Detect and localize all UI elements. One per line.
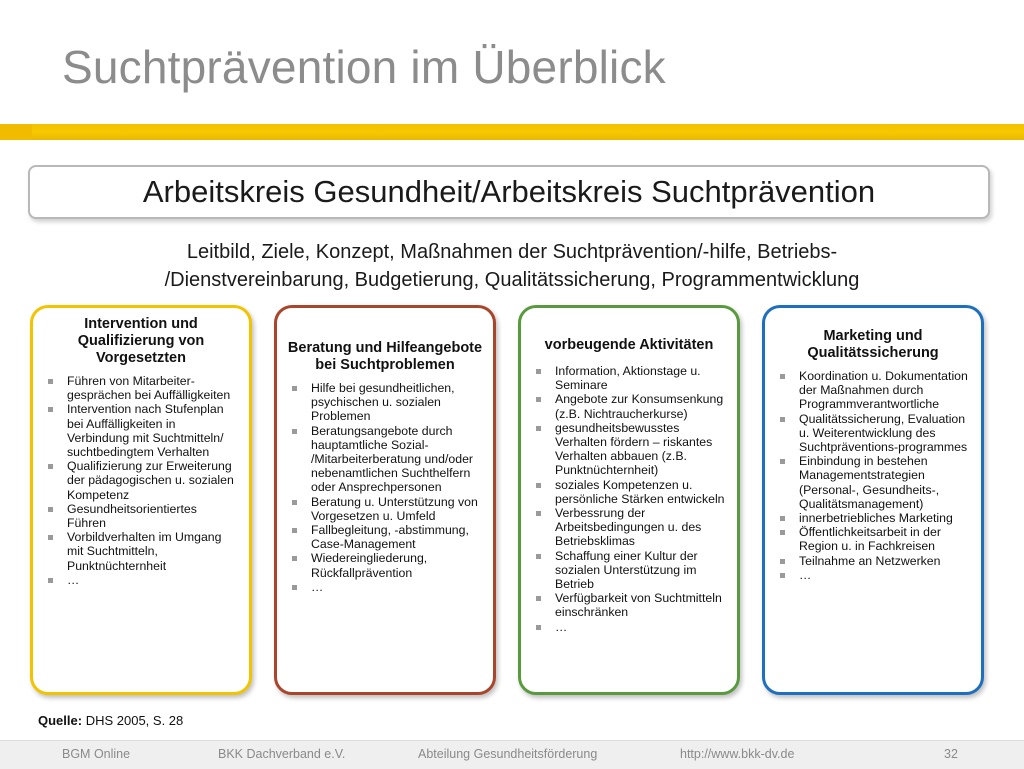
- list-item: Wiedereingliederung, Rückfallprävention: [289, 551, 483, 579]
- header-box: [28, 165, 990, 219]
- subtitle-line-2: /Dienstvereinbarung, Budgetierung, Qualitätssicherung, Programmentwicklung: [164, 269, 860, 291]
- list-item: Öffentlichkeitsarbeit in der Region u. in Fachkreisen: [777, 525, 971, 553]
- box-list: [531, 364, 727, 634]
- box-title: Marketing und Qualitätssicherung: [807, 328, 939, 361]
- source-text: DHS 2005, S. 28: [85, 713, 184, 728]
- slide-title: Suchtprävention im Überblick: [62, 41, 666, 93]
- list-item: Fallbegleitung, -abstimmung, Case-Management: [289, 523, 483, 551]
- header-text: Arbeitskreis Gesundheit/Arbeitskreis Suchtprävention: [142, 174, 876, 209]
- list-item: Koordination u. Dokumentation der Maßnahmen durch Programmverantwortliche: [777, 369, 971, 412]
- list-item: Schaffung einer Kultur der sozialen Unterstützung im Betrieb: [533, 549, 727, 592]
- footer-url[interactable]: http://www.bkk-dv.de: [680, 747, 795, 761]
- list-item: Intervention nach Stufenplan bei Auffälligkeiten in Verbindung mit Suchtmitteln/ suchtbedingtem Verhalten: [45, 402, 239, 459]
- box-beratung: [274, 305, 496, 695]
- list-item: soziales Kompetenzen u. persönliche Stärken entwickeln: [533, 478, 727, 506]
- list-item: Beratungsangebote durch hauptamtliche Sozial- /Mitarbeiterberatung und/oder nebenamtlichen Suchthelfern oder Ansprechpersonen: [289, 424, 483, 495]
- box-list: [43, 374, 239, 587]
- box-intervention: [30, 305, 252, 695]
- list-item: …: [289, 580, 483, 594]
- footer-org: BKK Dachverband e.V.: [218, 747, 346, 761]
- list-item: …: [777, 568, 971, 582]
- list-item: Teilnahme an Netzwerken: [777, 554, 971, 568]
- box-title: Intervention und Qualifizierung von Vorgesetzten: [77, 316, 205, 366]
- box-vorbeugung: [518, 305, 740, 695]
- list-item: Hilfe bei gesundheitlichen, psychischen u. sozialen Problemen: [289, 381, 483, 424]
- title-accent-band-left: [0, 124, 32, 140]
- list-item: Verfügbarkeit von Suchtmitteln einschränken: [533, 591, 727, 619]
- list-item: gesundheitsbewusstes Verhalten fördern – riskantes Verhalten abbauen (z.B. Punktnüchternheit): [533, 421, 727, 478]
- list-item: Verbessrung der Arbeitsbedingungen u. des Betriebsklimas: [533, 506, 727, 549]
- list-item: Information, Aktionstage u. Seminare: [533, 364, 727, 392]
- title-accent-band: [0, 124, 1024, 140]
- footer: [0, 740, 1024, 769]
- list-item: Angebote zur Konsumsenkung (z.B. Nichtraucherkurse): [533, 392, 727, 420]
- subtitle: [70, 238, 954, 294]
- box-list: [775, 369, 971, 582]
- box-marketing: [762, 305, 984, 695]
- source-citation: [38, 713, 183, 728]
- footer-dept: Abteilung Gesundheitsförderung: [418, 747, 598, 761]
- source-label: Quelle:: [38, 713, 83, 728]
- page-number: 32: [944, 747, 958, 761]
- box-title: vorbeugende Aktivitäten: [544, 337, 714, 353]
- list-item: Vorbildverhalten im Umgang mit Suchtmitteln, Punktnüchternheit: [45, 530, 239, 573]
- list-item: Führen von Mitarbeiter-gesprächen bei Auffälligkeiten: [45, 374, 239, 402]
- list-item: …: [533, 620, 727, 634]
- list-item: Qualitätssicherung, Evaluation u. Weiterentwicklung des Suchtpräventions-programmes: [777, 412, 971, 455]
- subtitle-line-1: Leitbild, Ziele, Konzept, Maßnahmen der Suchtprävention/-hilfe, Betriebs-: [186, 241, 838, 263]
- list-item: Beratung u. Unterstützung von Vorgesetzen u. Umfeld: [289, 495, 483, 523]
- box-title: Beratung und Hilfeangebote bei Suchtproblemen: [287, 340, 483, 373]
- box-list: [287, 381, 483, 594]
- footer-left: BGM Online: [62, 747, 131, 761]
- list-item: Einbindung in bestehen Managementstrategien (Personal-, Gesundheits-, Qualitätsmanagement): [777, 454, 971, 511]
- list-item: Qualifizierung zur Erweiterung der pädagogischen u. sozialen Kompetenz: [45, 459, 239, 502]
- list-item: …: [45, 573, 239, 587]
- list-item: Gesundheitsorientiertes Führen: [45, 502, 239, 530]
- list-item: innerbetriebliches Marketing: [777, 511, 971, 525]
